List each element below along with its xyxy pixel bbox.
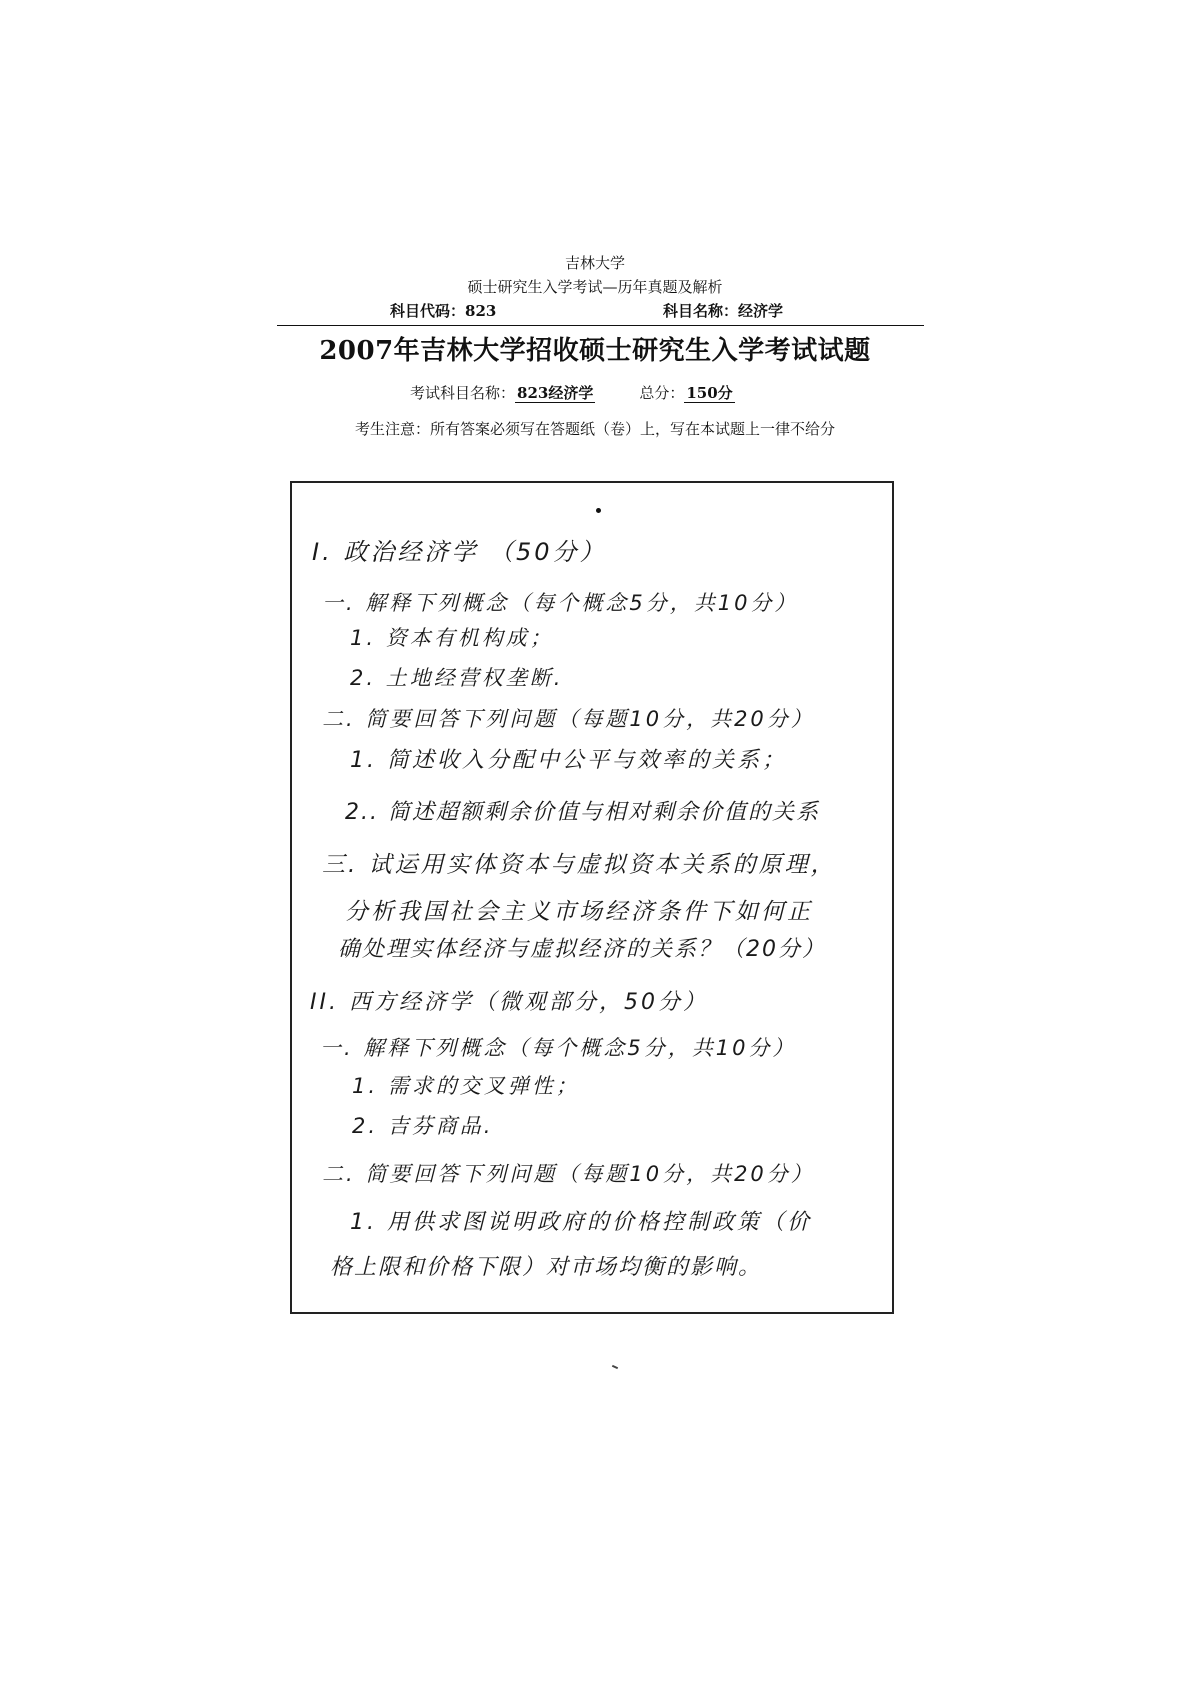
question-text: 格上限和价格下限）对市场均衡的影响。	[330, 1255, 763, 1280]
question-text: 1. 用供求图说明政府的价格控制政策（价	[350, 1210, 812, 1235]
question-item: 1. 需求的交叉弹性；	[352, 1074, 580, 1098]
document-subtitle: 硕士研究生入学考试—历年真题及解析	[467, 278, 723, 296]
university-name: 吉林大学	[564, 254, 625, 272]
question-text: 确处理实体经济与虚拟经济的关系？（20分）	[338, 937, 826, 962]
score-label: 总分：	[639, 384, 685, 402]
subject-row	[410, 382, 735, 404]
section-heading: II. 西方经济学（微观部分，50分）	[310, 990, 708, 1015]
question-heading: 二. 简要回答下列问题（每题10分，共20分）	[322, 1162, 815, 1186]
question-text: 分析我国社会主义市场经济条件下如何正	[345, 899, 813, 925]
subject-code: 科目代码：823	[390, 302, 497, 320]
subject-label: 考试科目名称：	[410, 384, 516, 402]
question-heading: 一. 解释下列概念（每个概念5分，共10分）	[322, 591, 799, 615]
ink-mark	[612, 1365, 618, 1369]
score-value: 150分	[686, 384, 733, 402]
exam-notice: 考生注意：所有答案必须写在答题纸（卷）上，写在本试题上一律不给分	[354, 420, 835, 438]
subject-name: 科目名称：经济学	[663, 302, 784, 320]
exam-title: 2007年吉林大学招收硕士研究生入学考试试题	[319, 336, 871, 366]
section-heading: I. 政治经济学 （50分）	[312, 538, 607, 566]
subject-value: 823经济学	[517, 384, 594, 402]
question-item: 2.. 简述超额剩余价值与相对剩余价值的关系	[345, 800, 820, 825]
question-heading: 一. 解释下列概念（每个概念5分，共10分）	[320, 1036, 797, 1060]
question-item: 1. 资本有机构成；	[350, 626, 554, 650]
header-rule	[277, 325, 924, 326]
question-item: 1. 简述收入分配中公平与效率的关系；	[350, 748, 787, 773]
question-heading: 三. 试运用实体资本与虚拟资本关系的原理，	[322, 852, 837, 878]
ink-dot	[596, 508, 601, 513]
question-heading: 二. 简要回答下列问题（每题10分，共20分）	[322, 707, 815, 731]
question-item: 2. 吉芬商品.	[352, 1114, 494, 1138]
question-item: 2. 土地经营权垄断.	[350, 666, 564, 690]
